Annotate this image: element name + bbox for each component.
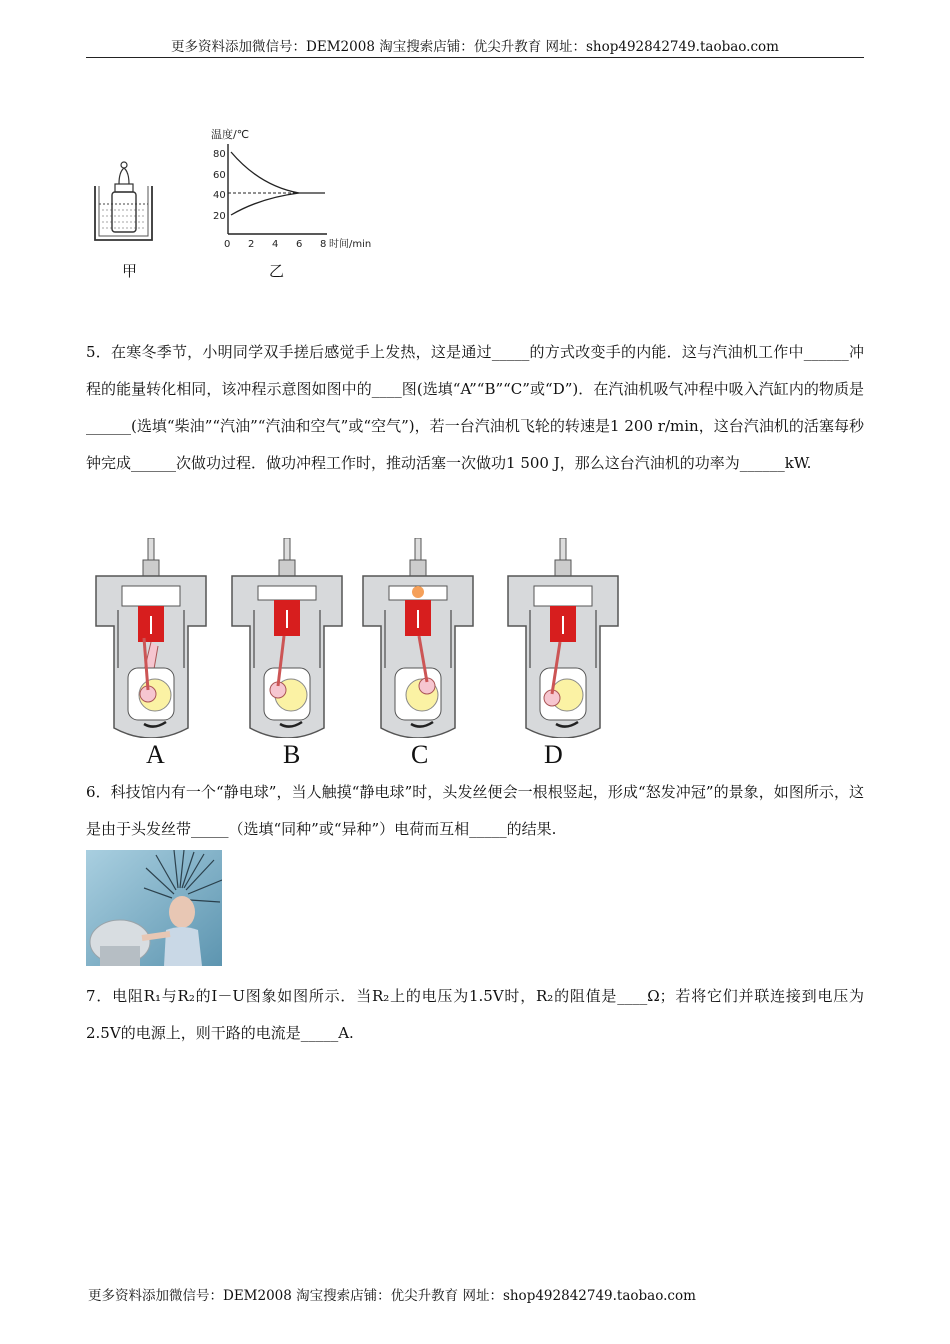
page-footer: 更多资料添加微信号：DEM2008 淘宝搜索店铺：优尖升教育 网址：shop492842749.taobao.com <box>88 1288 696 1304</box>
x-tick: 6 <box>296 239 303 250</box>
temperature-graph <box>205 126 390 256</box>
x-tick: 0 <box>224 239 231 250</box>
y-tick: 60 <box>213 170 226 181</box>
x-tick: 4 <box>272 239 279 250</box>
page-header: 更多资料添加微信号：DEM2008 淘宝搜索店铺：优尖升教育 网址：shop492842749.taobao.com <box>171 39 779 55</box>
engine-label-d: D <box>544 740 563 769</box>
engine-diagram-a <box>92 538 210 738</box>
graph-xlabel: 时间/min <box>329 239 372 250</box>
graph-ylabel: 温度/℃ <box>211 128 250 141</box>
label-yi: 乙 <box>269 262 285 280</box>
question-7: 7．电阻R₁与R₂的I－U图象如图所示．当R₂上的电压为1.5V时，R₂的阻值是____Ω；若将它们并联连接到电压为2.5V的电源上，则干路的电流是_____A. <box>86 987 864 1042</box>
header-rule <box>86 57 864 58</box>
label-jia: 甲 <box>122 262 138 280</box>
x-tick: 8 <box>320 239 327 250</box>
question-6: 6．科技馆内有一个“静电球”，当人触摸“静电球”时，头发丝便会一根根竖起，形成“怒发冲冠”的景象，如图所示，这是由于头发丝带_____（选填“同种”或“异种”）电荷而互相_____的结果. <box>86 783 864 838</box>
beaker-bottle-figure <box>90 158 160 248</box>
question-5: 5．在寒冬季节，小明同学双手搓后感觉手上发热，这是通过_____的方式改变手的内能．这与汽油机工作中______冲程的能量转化相同，该冲程示意图如图中的____图(选填“A”“B”“C”或“D”)．在汽油机吸气冲程中吸入汽缸内的物质是______(选填“柴油”“汽油”“汽油和空气”或“空气”)，若一台汽油机飞轮的转速是1 200 r/min，这台汽油机的活塞每秒钟完成______次做功过程．做功冲程工作时，推动活塞一次做功1 500 J，那么这台汽油机的功率为______kW. <box>86 343 864 472</box>
engine-diagram-b <box>228 538 346 738</box>
engine-label-c: C <box>411 740 429 769</box>
y-tick: 20 <box>213 211 226 222</box>
y-tick: 80 <box>213 149 226 160</box>
static-ball-photo <box>86 850 222 966</box>
engine-label-a: A <box>146 740 165 769</box>
x-tick: 2 <box>248 239 255 250</box>
engine-label-b: B <box>283 740 301 769</box>
engine-diagram-d <box>504 538 622 738</box>
y-tick: 40 <box>213 190 226 201</box>
engine-diagram-c <box>359 538 477 738</box>
